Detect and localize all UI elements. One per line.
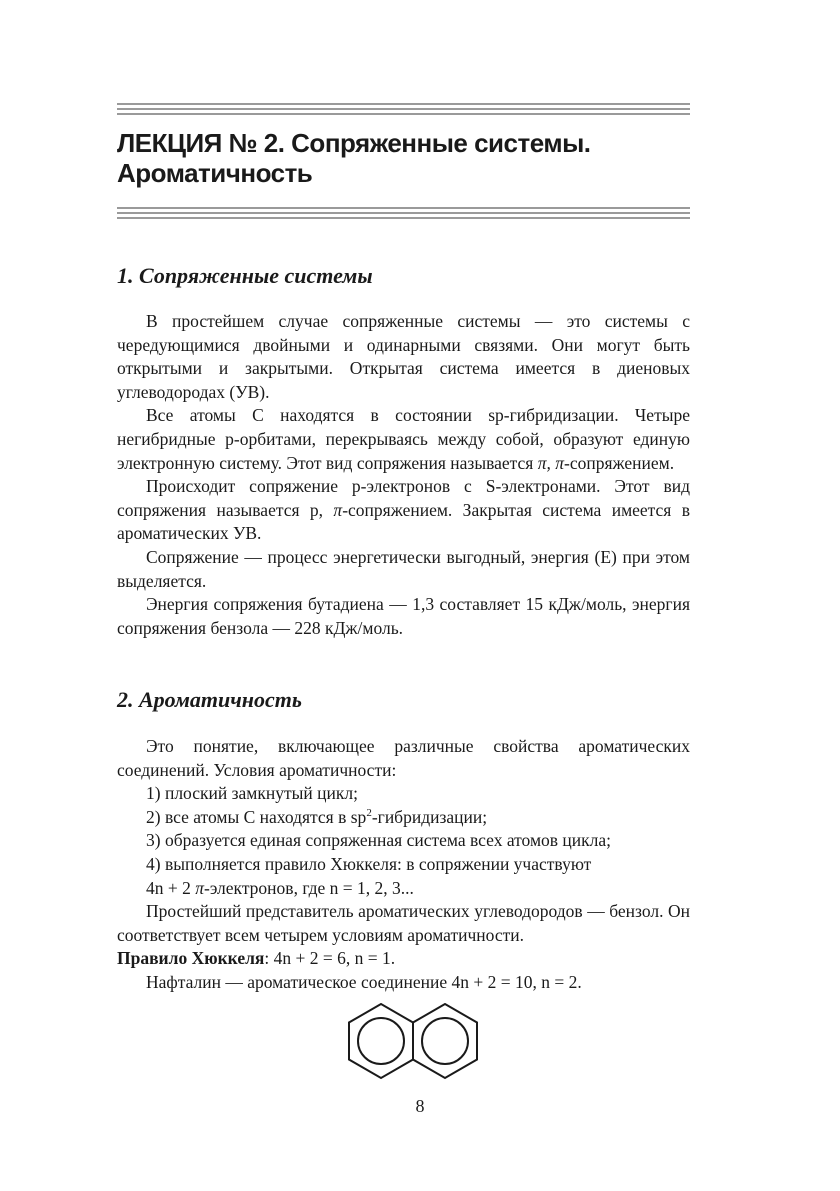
list-item-continuation: 4n + 2 π-электронов, где n = 1, 2, 3... xyxy=(146,877,414,898)
lecture-title xyxy=(117,128,697,188)
paragraph: Простейший представитель ароматических углеводородов — бензол. Он соответствует всем четырем условиям ароматичности. xyxy=(117,901,690,945)
naphthalene-structure-icon xyxy=(345,1003,485,1083)
lecture-title-line1: ЛЕКЦИЯ № 2. Сопряженные системы. xyxy=(117,128,591,158)
paragraph: Энергия сопряжения бутадиена — 1,3 составляет 15 кДж/моль, энергия сопряжения бензола — 228 кДж/моль. xyxy=(117,594,690,638)
list-item: 4) выполняется правило Хюккеля: в сопряжении участвуют xyxy=(146,853,592,874)
list-item: 1) плоский замкнутый цикл; xyxy=(146,783,358,804)
paragraph: Нафталин — ароматическое соединение 4n + 2 = 10, n = 2. xyxy=(146,971,582,992)
paragraph: Сопряжение — процесс энергетически выгодный, энергия (Е) при этом выделяется. xyxy=(117,546,690,591)
huckel-rule-label: Правило Хюккеля xyxy=(117,948,265,969)
paragraph: Все атомы С находятся в состоянии sp-гибридизации. Четыре негибридные р-орбитами, перекрываясь между собой, образуют единую электронную систему. Этот вид сопряжения называется π, π-сопряжением. xyxy=(117,405,690,473)
list-item: 2) все атомы С находятся в $sp^2$-гибридизации; xyxy=(146,806,488,827)
section-aromaticity xyxy=(117,735,690,995)
section-heading-aromaticity: 2. Ароматичность xyxy=(117,687,302,712)
paragraph: Это понятие, включающее различные свойства ароматических соединений. Условия ароматичности: xyxy=(117,736,690,780)
paragraph: В простейшем случае сопряженные системы — это системы с чередующимися двойными и одинарными связями. Они могут быть открытыми и закрытыми. Открытая система имеется в диеновых углеводородах (УВ). xyxy=(117,311,690,402)
section-conjugated-systems xyxy=(117,310,690,640)
title-rule-top xyxy=(117,103,690,118)
huckel-rule-line: Правило Хюккеля: 4n + 2 = 6, n = 1. xyxy=(117,948,396,969)
list-item: 3) образуется единая сопряженная система всех атомов цикла; xyxy=(146,830,612,851)
paragraph: Происходит сопряжение р-электронов с S-электронами. Этот вид сопряжения называется р, π-сопряжением. Закрытая система имеется в ароматических УВ. xyxy=(117,476,690,544)
lecture-title-line2: Ароматичность xyxy=(117,158,313,188)
title-rule-bottom xyxy=(117,207,690,222)
section-heading-conjugated-systems: 1. Сопряженные системы xyxy=(117,263,373,288)
page-number: 8 xyxy=(415,1096,425,1116)
